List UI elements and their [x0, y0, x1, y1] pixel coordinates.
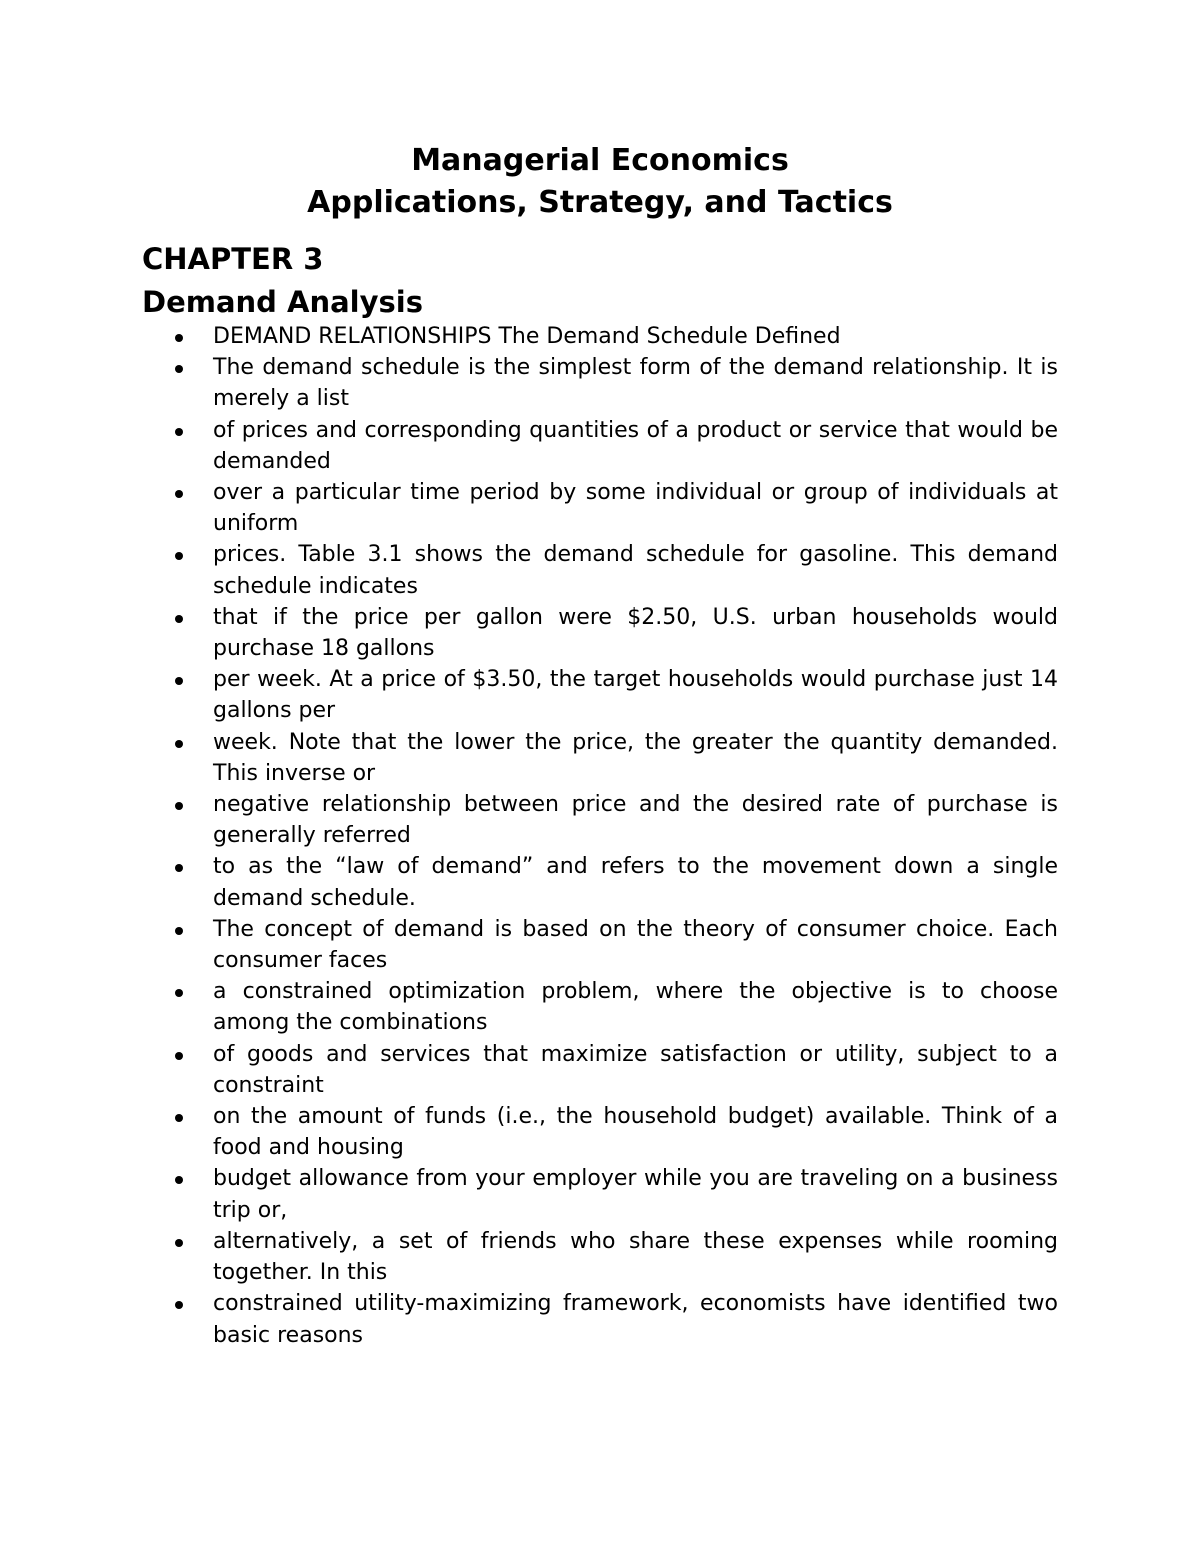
chapter-heading: CHAPTER 3 — [142, 242, 324, 276]
bullet-item — [0, 664, 1058, 726]
bullet-item — [0, 352, 1058, 414]
bullet-text: The concept of demand is based on the theory of consumer choice. Each consumer faces — [213, 916, 1058, 974]
bullet-text: budget allowance from your employer while you are traveling on a business trip or, — [213, 1166, 1058, 1223]
bullet-text: week. Note that the lower the price, the greater the quantity demanded. This inverse or — [213, 729, 1058, 786]
bullet-item — [0, 789, 1058, 851]
bullet-text: alternatively, a set of friends who share these expenses while rooming together. In this — [213, 1228, 1058, 1286]
bullet-text: to as the “law of demand” and refers to the movement down a single demand schedule. — [213, 854, 1058, 911]
bullet-text: of prices and corresponding quantities of a product or service that would be demanded — [213, 417, 1058, 474]
bullet-dot-icon — [175, 802, 183, 810]
bullet-item — [0, 976, 1058, 1038]
bullet-dot-icon — [175, 428, 183, 436]
bullet-item — [0, 602, 1058, 664]
document-subtitle: Applications, Strategy, and Tactics — [307, 185, 893, 220]
bullet-dot-icon — [175, 490, 183, 498]
bullet-text: of goods and services that maximize satisfaction or utility, subject to a constraint — [213, 1041, 1058, 1098]
bullet-dot-icon — [175, 677, 183, 685]
bullet-dot-icon — [175, 1301, 183, 1309]
bullet-text: over a particular time period by some individual or group of individuals at uniform — [213, 480, 1058, 537]
bullet-item — [0, 1163, 1058, 1225]
bullet-dot-icon — [175, 1052, 183, 1060]
bullet-item — [0, 1226, 1058, 1288]
bullet-text: per week. At a price of $3.50, the target households would purchase just 14 gallons per — [213, 667, 1058, 724]
bullet-dot-icon — [175, 1114, 183, 1122]
bullet-item — [0, 727, 1058, 789]
bullet-dot-icon — [175, 989, 183, 997]
bullet-text: prices. Table 3.1 shows the demand schedule for gasoline. This demand schedule indicates — [213, 542, 1058, 599]
bullet-dot-icon — [175, 615, 183, 623]
bullet-item — [0, 1101, 1058, 1163]
bullet-dot-icon — [175, 552, 183, 560]
bullet-dot-icon — [175, 365, 183, 373]
bullet-dot-icon — [175, 864, 183, 872]
bullet-dot-icon — [175, 927, 183, 935]
section-heading: Demand Analysis — [142, 285, 423, 319]
bullet-item — [0, 914, 1058, 976]
bullet-item — [0, 321, 1058, 352]
bullet-text: The demand schedule is the simplest form of the demand relationship. It is merely a list — [213, 355, 1058, 412]
bullet-text: a constrained optimization problem, where the objective is to choose among the combinations — [213, 979, 1058, 1036]
bullet-item — [0, 1288, 1058, 1350]
bullet-item — [0, 477, 1058, 539]
document-title: Managerial Economics — [411, 143, 789, 178]
bullet-text: constrained utility-maximizing framework, economists have identified two basic reasons — [213, 1291, 1058, 1348]
bullet-text: DEMAND RELATIONSHIPS The Demand Schedule Defined — [213, 324, 841, 349]
bullet-dot-icon — [175, 1239, 183, 1247]
bullet-dot-icon — [175, 1176, 183, 1184]
bullet-item — [0, 1039, 1058, 1101]
bullet-text: on the amount of funds (i.e., the household budget) available. Think of a food and housing — [213, 1104, 1058, 1161]
bullet-dot-icon — [175, 740, 183, 748]
bullet-item — [0, 415, 1058, 477]
bullet-text: negative relationship between price and the desired rate of purchase is generally referred — [213, 792, 1058, 849]
bullet-item — [0, 851, 1058, 913]
bullet-item — [0, 539, 1058, 601]
bullet-text: that if the price per gallon were $2.50, U.S. urban households would purchase 18 gallons — [213, 604, 1058, 662]
bullet-list — [0, 321, 1200, 1351]
bullet-dot-icon — [175, 334, 183, 342]
title-block — [0, 140, 1200, 224]
